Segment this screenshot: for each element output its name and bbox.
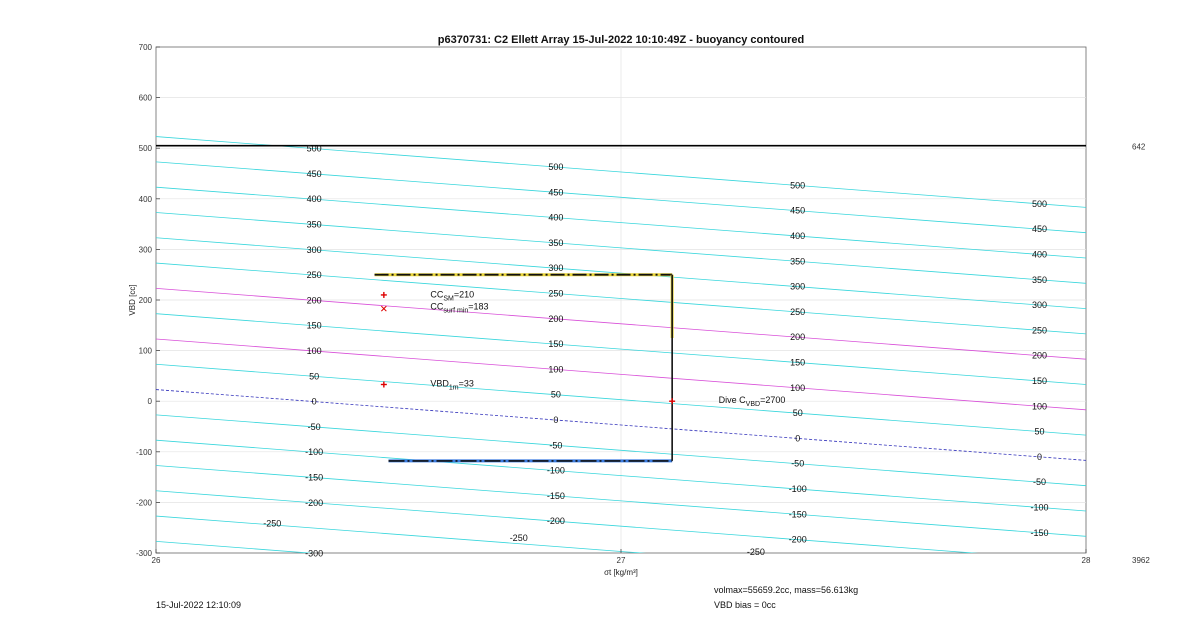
x-tick-label: 26 [151,556,161,565]
contour-label: 100 [548,364,564,375]
y-tick-label: 700 [138,43,152,52]
contour-label: 300 [1031,300,1048,311]
right-label: 642 [1132,142,1146,152]
contour-label: 50 [550,389,561,400]
contour-label: 300 [790,281,806,292]
annotation: $CC_{surf min}=183$ [430,301,489,315]
contour-label: -100 [788,484,807,495]
x-tick-label: 28 [1081,556,1091,565]
y-axis-label: VBD [cc] [128,284,137,316]
y-tick-label: 0 [147,397,152,407]
contour-label: 500 [306,143,322,154]
contour-label: 450 [790,205,806,216]
y-tick-label: 300 [138,245,152,255]
contour-label: 100 [790,382,806,393]
contour-label: 400 [790,231,806,242]
x-axis-label: σt [kg/m³] [604,568,638,577]
y-tick-label: -300 [135,549,152,558]
contour-label: 0 [311,396,317,407]
contour-label: 150 [1031,375,1048,386]
contour-label: 400 [306,194,322,205]
contour-label: -100 [305,447,324,458]
contour-label: 0 [1036,451,1043,462]
contour-label: -200 [546,516,565,527]
contour-label: 450 [548,187,564,198]
contour-label: -100 [1030,502,1049,513]
contour-label: 500 [548,162,564,173]
contour-label: -150 [546,490,565,501]
contour-label: 250 [790,306,806,317]
contour-label: 500 [1031,198,1048,209]
contour-label: -250 [263,518,282,529]
annotation: $CC_{SM}=210$ [430,289,475,303]
contour-label: 50 [309,371,320,382]
y-tick-label: 200 [138,296,152,305]
contour-label: -300 [305,548,324,559]
chart-title: p6370731: C2 Ellett Array 15-Jul-2022 10:10:49Z - buoyancy contoured [437,34,805,46]
contour-label: 150 [790,357,806,368]
footer-vbd-bias: VBD bias = 0cc [714,600,776,610]
contour-label: 350 [790,256,806,267]
contour-label: 250 [306,270,322,281]
contour-label: 400 [548,212,564,223]
contour-label: -250 [746,546,765,557]
contour-label: 500 [790,180,806,191]
contour-label: -50 [307,421,321,432]
y-tick-label: 500 [138,144,152,154]
contour-label: 350 [1031,274,1048,285]
contour-label: 200 [548,313,564,324]
contour-label: 100 [1031,401,1048,412]
contour-label: 250 [548,288,564,299]
contour-label: 50 [792,408,803,419]
contour-label: -150 [1030,527,1049,538]
right-side-labels [1132,143,1150,565]
contour-label: -50 [549,440,563,451]
right-label: 3962 [1132,556,1150,565]
contour-label: 300 [306,244,322,255]
x-tick-label: 27 [616,556,626,565]
annotation: Dive $C_{VBD}=2700$ [718,395,786,409]
contour-label: -150 [788,509,807,520]
contour-label: 200 [1031,350,1048,361]
contour-label: -100 [546,465,565,476]
y-tick-label: 100 [138,346,152,356]
contour-label: 0 [795,433,801,444]
contour-label: 100 [306,346,322,357]
contour-label: 150 [306,320,322,331]
contour-label: 400 [1031,249,1048,260]
contour-label: 350 [548,237,564,248]
contour-label: 250 [1031,325,1048,336]
y-tick-label: 600 [138,93,152,103]
contour-label: -200 [788,534,807,545]
contour-label: 450 [1031,224,1048,235]
contour-label: 450 [306,168,322,179]
contour-label: 350 [306,219,322,230]
contour-label: -150 [305,472,324,483]
y-tick-label: -200 [135,498,152,508]
y-tick-label: -100 [135,447,152,457]
footer-timestamp: 15-Jul-2022 12:10:09 [156,600,242,610]
y-tick-label: 400 [138,194,152,204]
footer-volmax: volmax=55659.2cc, mass=56.613kg [714,585,859,595]
annotation: $VBD_{1m}=33$ [430,378,474,392]
contour-label: 150 [548,339,564,350]
contour-label: -50 [1032,477,1047,488]
contour-label: 50 [1034,426,1045,437]
contour-label: -50 [791,458,805,469]
contour-label: 300 [548,263,564,274]
contour-label: 200 [306,295,322,306]
contour-label: 200 [790,332,806,343]
contour-label: -250 [509,532,528,543]
contour-label: -200 [305,497,324,508]
contour-label: 0 [553,415,559,426]
